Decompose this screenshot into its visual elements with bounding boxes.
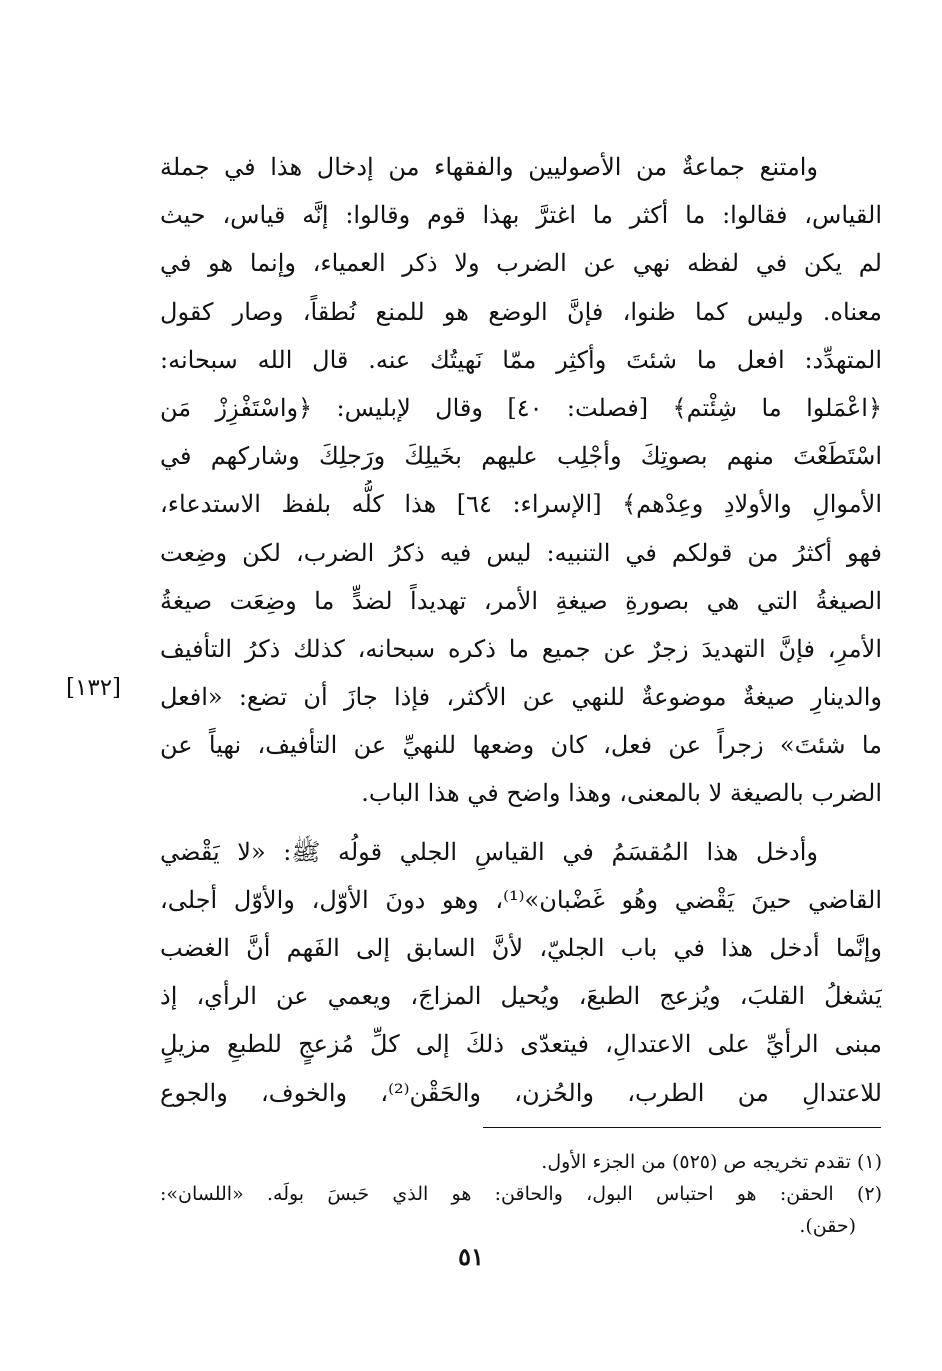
footnote-2: (٢) الحقن: هو احتباس البول، والحاقن: هو الذي حَبسَ بولَه. «اللسان»: xyxy=(160,1183,882,1205)
text-line: وأدخل هذا المُقسَمُ في القياسِ الجلي قولُه ﷺ: «لا يَقْضي xyxy=(160,837,818,866)
text-line: القاضي حينَ يَقْضي وهُو غَضْبان»⁽¹⁾، وهو دونَ الأوّل، والأوّل أجلى، xyxy=(160,885,882,914)
text-line: ما شئتَ» زجراً عن فعل، كان وضعها للنهيِّ عن التأفيف، نهياً عن xyxy=(160,731,882,760)
footnote-1: (١) تقدم تخريجه ص (٥٢٥) من الجزء الأول. xyxy=(541,1151,882,1173)
main-text xyxy=(160,143,882,1117)
text-line: يَشغلُ القلبَ، ويُزعج الطبعَ، ويُحيل المزاجَ، ويعمي عن الرأي، إذ xyxy=(160,982,882,1011)
text-line: وإنَّما أدخل هذا في باب الجليّ، لأنَّ السابق إلى الفَهم أنَّ الغضب xyxy=(160,934,882,962)
text-line: معناه. وليس كما ظنوا، فإنَّ الوضع هو للمنع نُطقاً، وصار كقول xyxy=(160,297,882,326)
text-line: الأموالِ والأولادِ وعِدْهم﴾ [الإسراء: ٦٤] هذا كلُّه بلفظ الاستدعاء، xyxy=(160,490,882,519)
text-line: وامتنع جماعةٌ من الأصوليين والفقهاء من إدخال هذا في جملة xyxy=(160,153,818,181)
text-line: الأمرِ، فإنَّ التهديدَ زجرٌ عن جميع ما ذكره سبحانه، كذلك ذكرُ التأفيف xyxy=(160,634,882,663)
text-line: الضرب بالصيغة لا بالمعنى، وهذا واضح في هذا الباب. xyxy=(361,779,882,808)
text-line: والدينارِ صيغةٌ موضوعةٌ للنهي عن الأكثر، فإذا جازَ أن تضع: «افعل xyxy=(160,683,882,712)
text-line: القياس، فقالوا: ما أكثر ما اغترَّ بهذا قوم وقالوا: إنَّه قياس، حيث xyxy=(160,201,882,230)
footnote-2-continuation: (حقن). xyxy=(799,1215,856,1237)
text-line: فهو أكثرُ من قولكم في التنبيه: ليس فيه ذكرُ الضرب، لكن وضِعت xyxy=(160,538,882,567)
paragraph-gap xyxy=(160,818,882,828)
text-line: المتهدِّد: افعل ما شئتَ وأكثِر ممّا نَهيتُك عنه. قال الله سبحانه: xyxy=(160,345,882,374)
text-line: اسْتَطَعْتَ منهم بصوتِكَ وأجْلِب عليهم بخَيلِكَ ورَجلِكَ وشاركهم في xyxy=(160,442,882,471)
text-line: الصيغةُ التي هي بصورةِ صيغةِ الأمر، تهديداً لضدٍّ ما وضِعَت صيغةُ xyxy=(160,586,882,615)
margin-page-reference: [١٣٢] xyxy=(66,675,122,701)
text-line: ﴿اعْمَلوا ما شِئْتم﴾ [فصلت: ٤٠] وقال لإبليس: ﴿واسْتَفْزِزْ مَن xyxy=(160,393,882,422)
text-line: مبنى الرأيِّ على الاعتدالِ، فيتعدّى ذلكَ إلى كلِّ مُزعجٍ للطبعِ مزيلٍ xyxy=(160,1030,882,1059)
footnotes xyxy=(160,1146,882,1242)
page-number: ٥١ xyxy=(458,1242,484,1271)
text-line: لم يكن في لفظه نهي عن الضرب ولا ذكر العمياء، وإنما هو في xyxy=(160,249,882,278)
text-line: للاعتدالِ من الطرب، والحُزن، والحَقْن⁽²⁾، والخوف، والجوع xyxy=(160,1078,882,1107)
footnote-divider xyxy=(483,1127,881,1128)
